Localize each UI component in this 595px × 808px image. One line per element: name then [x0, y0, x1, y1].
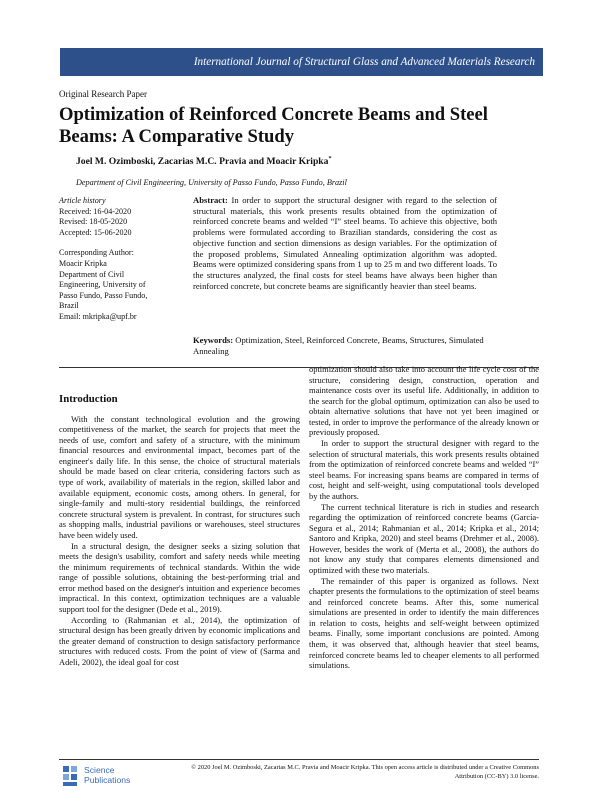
keywords — [193, 335, 497, 356]
section-heading-introduction: Introduction — [59, 393, 118, 405]
paragraph: optimization should also take into account the life cycle cost of the structure, considering design, construction, operation and maintenance costs over its useful life. Additionally, in addition to the search for the global optimum, optimization can also be used to obtain alternative solutions that have not yet been imagined or tested, in order to improve the performance of the already known or previously proposed. — [309, 364, 539, 438]
abstract-label: Abstract: — [193, 195, 228, 205]
body-column-left — [59, 394, 300, 667]
copyright-notice: © 2020 Joel M. Ozimboski, Zacarias M.C. Pravia and Moacir Kripka. This open access article is distributed under a Creative Commons Attribution (CC-BY) 3.0 license. — [191, 764, 539, 780]
publisher-mark-icon — [62, 764, 82, 788]
publisher-line2: Publications — [84, 775, 131, 785]
article-type: Original Research Paper — [59, 89, 147, 99]
article-info-sidebar — [59, 196, 187, 323]
correspondence-heading: Corresponding Author: — [59, 248, 134, 258]
paper-title: Optimization of Reinforced Concrete Beams and Steel Beams: A Comparative Study — [59, 104, 488, 147]
paragraph: The remainder of this paper is organized as follows. Next chapter presents the formulations to the optimization of steel beams and reinforced concrete beams. After this, some numerical simulations are presented in order to identify the main differences in relation to costs, heights and self-weight between optimized beams. Finally, some important conclusions are pointed. Among them, it was observed that, although heavier that steel beams, reinforced concrete beams led to cheaper elements to all performed simulations. — [309, 575, 539, 671]
publisher-logo — [62, 764, 142, 790]
keywords-label: Keywords: — [193, 335, 234, 345]
revised-date: Revised: 18-05-2020 — [59, 217, 128, 227]
paragraph: The current technical literature is rich in studies and research regarding the optimization of reinforced concrete beams (García-Segura et al., 2014; Rahmanian et al., 2014; Kripka et al., 2014; Santoro and Kripka, 2020) and steel beams (Drehmer et al., 2008). However, besides the work of (Merta et al., 2008), the authors do not know any study that compares elements dimensioned and optimized with these two materials. — [309, 501, 539, 575]
corresponding-mark: * — [328, 156, 332, 162]
correspondence-email: Email: mkripka@upf.br — [59, 311, 137, 321]
abstract — [193, 195, 497, 291]
journal-banner — [60, 48, 543, 76]
keywords-text: Optimization, Steel, Reinforced Concrete, Beams, Structures, Simulated Annealing — [193, 335, 484, 356]
paragraph: In a structural design, the designer seeks a sizing solution that meets the design's usability, comfort and safety needs while meeting the minimum requirements of technical standards. Within the wide range of possible solutions, obtaining the best-performing trial and error method based on the designer's intuition and experience becomes impractical. In this context, optimization techniques are a valuable support tool for the designer (Dede et al., 2019). — [59, 540, 300, 614]
journal-name: International Journal of Structural Glass and Advanced Materials Research — [193, 56, 535, 68]
correspondence-name: Moacir Kripka — [59, 258, 107, 268]
received-date: Received: 16-04-2020 — [59, 206, 132, 216]
publisher-line1: Science — [84, 765, 115, 775]
publisher-name — [84, 765, 130, 785]
paragraph: According to (Rahmanian et al., 2014), the optimization of structural design has been greatly driven by economic implications and the greater demand of construction to design satisfactory performance structures with reduced costs. From the point of view of (Sarma and Adeli, 2002), the ideal goal for cost — [59, 614, 300, 667]
history-heading: Article history — [59, 196, 106, 205]
footer-divider — [59, 759, 539, 760]
accepted-date: Accepted: 15-06-2020 — [59, 227, 132, 237]
body-column-right — [309, 364, 539, 671]
affiliation: Department of Civil Engineering, University of Passo Fundo, Passo Fundo, Brazil — [76, 178, 347, 187]
author-line — [76, 156, 331, 167]
abstract-text: In order to support the structural designer with regard to the selection of structural materials, this work presents results obtained from the optimization of reinforced concrete beams and welded “I” steel beams. To achieve this objective, both problems were formulated according to Brazilian standards, considering the cost as objective function and section dimensions as design variables. For the optimization of the proposed problems, Simulated Annealing optimization algorithm was adopted. Beams were optimized considering spans from 1 up to 25 m and two different loads. To the structures analyzed, the final costs for steel beams have always been higher than reinforced concrete, but concrete beams are significantly heavier than steel beams. — [193, 195, 497, 291]
correspondence-department: Department of Civil Engineering, University of Passo Fundo, Passo Fundo, Brazil — [59, 269, 148, 311]
paragraph: In order to support the structural designer with regard to the selection of structural materials, this work presents results obtained from the optimization of reinforced concrete beams and welded “I” steel beams. For increasing spans beams are compared in terms of cost, height and self-weight, using computational tools developed by the authors. — [309, 438, 539, 501]
author-names: Joel M. Ozimboski, Zacarias M.C. Pravia and Moacir Kripka — [76, 156, 329, 168]
paragraph: With the constant technological evolution and the growing competitiveness of the market, the search for projects that meet the needs of use, comfort and safety of a structure, with the minimum financial resources and environmental impact, becomes part of the engineer's daily life. In this sense, the choice of structural materials should be made based on clear criteria, considering factors such as type of work, availability of materials in the region, skilled labor and available equipment, economic costs, among others. In general, for single-family and multi-story residential buildings, the reinforced concrete structural system is prevalent. In contrast, for structures such as shopping malls, industrial pavilions or warehouses, steel structures have been widely used. — [59, 413, 300, 540]
